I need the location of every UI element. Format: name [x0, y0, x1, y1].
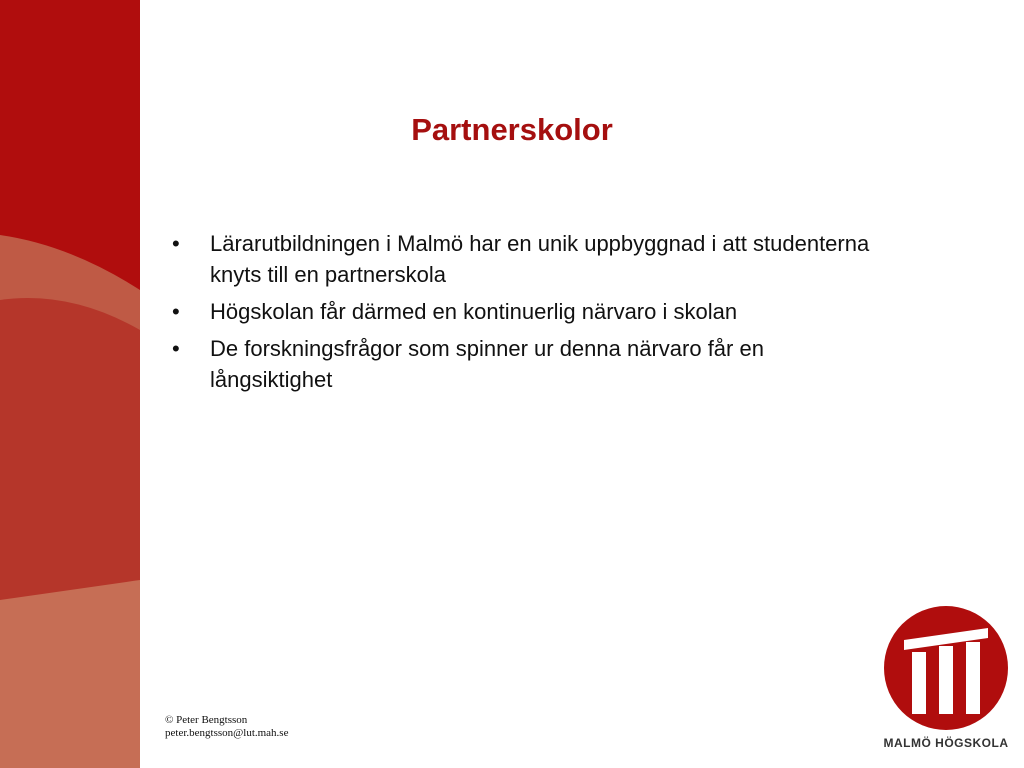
bullet-dot: • — [172, 231, 180, 256]
slide-title — [0, 112, 1024, 148]
bullet-text: De forskningsfrågor som spinner ur denna närvaro får en långsiktighet — [210, 336, 764, 392]
logo-text: MALMÖ HÖGSKOLA — [883, 736, 1009, 750]
bullet-list — [170, 228, 870, 401]
bullet-item — [170, 296, 870, 327]
bullet-dot: • — [172, 299, 180, 324]
bullet-dot: • — [172, 336, 180, 361]
footer-author: © Peter Bengtsson — [165, 714, 248, 726]
bullet-text: Högskolan får därmed en kontinuerlig närvaro i skolan — [210, 299, 738, 324]
bullet-item — [170, 333, 870, 395]
slide-title-text: Partnerskolor — [411, 112, 613, 147]
bullet-item — [170, 228, 870, 290]
footer-email: peter.bengtsson@lut.mah.se — [165, 727, 289, 739]
bullet-text: Lärarutbildningen i Malmö har en unik uppbyggnad i att studenterna knyts till en partnerskola — [210, 231, 870, 287]
footer-credits — [165, 714, 288, 740]
